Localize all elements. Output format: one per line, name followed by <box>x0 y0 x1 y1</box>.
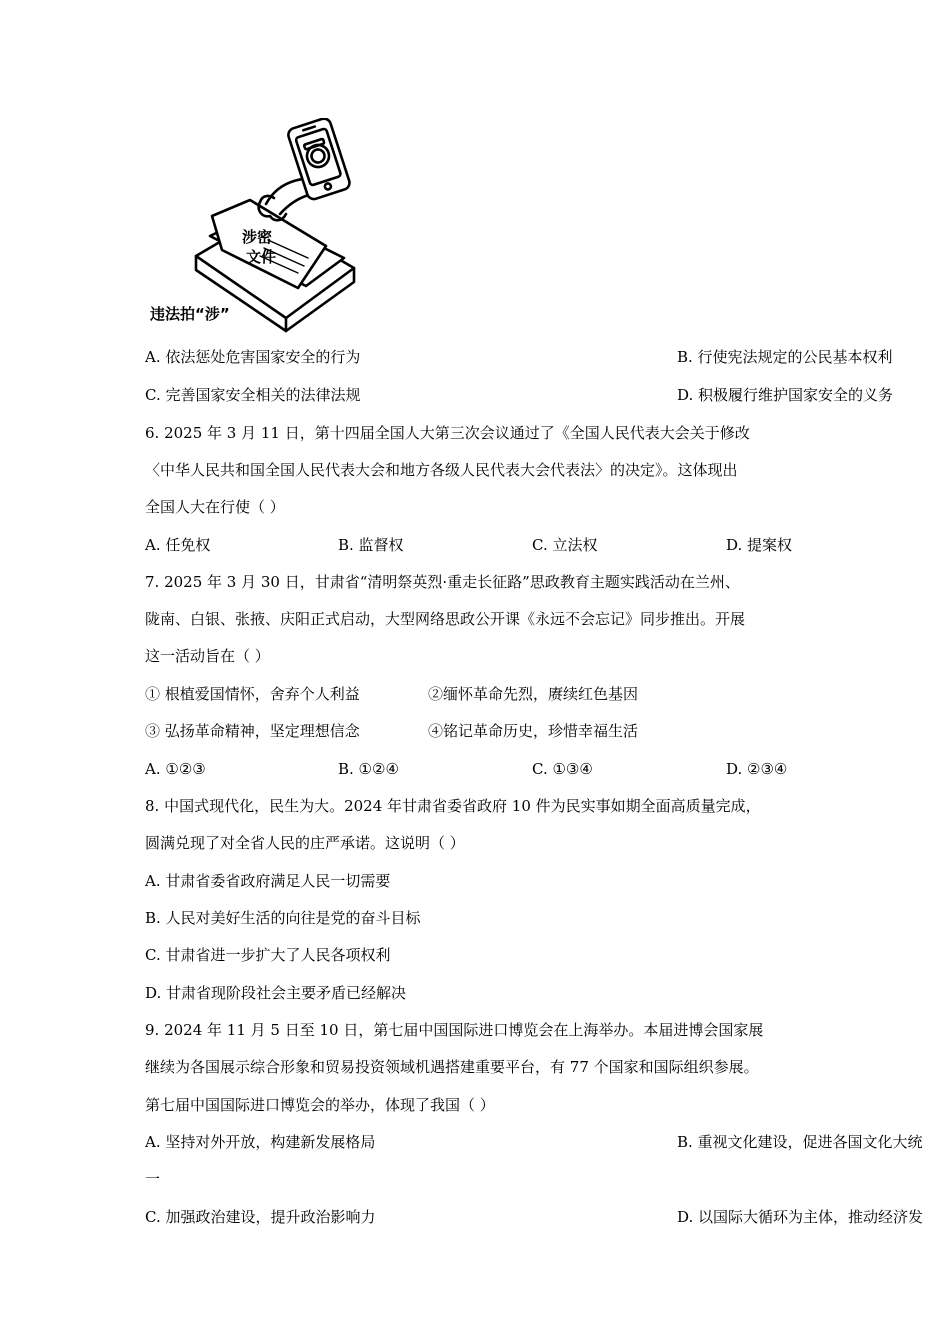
q7-option-d: D. ②③④ <box>726 760 788 778</box>
q7-stem-line1: 7. 2025 年 3 月 30 日，甘肃省“清明祭英烈·重走长征路”思政教育主题实践活动在兰州、 <box>145 573 740 591</box>
q8-option-d: D. 甘肃省现阶段社会主要矛盾已经解决 <box>145 984 407 1002</box>
q5-options-row1 <box>145 346 893 368</box>
q8-option-b: B. 人民对美好生活的向往是党的奋斗目标 <box>145 909 421 927</box>
q7-option-b: B. ①②④ <box>338 760 399 778</box>
q8-option-c: C. 甘肃省进一步扩大了人民各项权利 <box>145 946 391 964</box>
q9-option-b-continued: 一 <box>145 1170 161 1188</box>
q5-options-row2 <box>145 384 894 406</box>
doc-label-line2: 文件 <box>246 248 277 266</box>
q7-option-a: A. ①②③ <box>145 760 206 778</box>
q7-option-c: C. ①③④ <box>532 760 593 778</box>
q6-option-b: B. 监督权 <box>338 536 404 554</box>
q6-option-c: C. 立法权 <box>532 536 598 554</box>
q7-statement-1: ① 根植爱国情怀，舍弃个人利益 <box>145 685 360 703</box>
doc-label-line1: 涉密 <box>242 228 273 246</box>
q9-options-row2 <box>145 1206 924 1228</box>
q6-stem-line2: 〈中华人民共和国全国人民代表大会和地方各级人民代表大会代表法〉的决定》。这体现出 <box>145 461 738 479</box>
q6-stem-line3: 全国人大在行使（ ） <box>145 498 285 516</box>
q9-option-b: B. 重视文化建设，促进各国文化大统 <box>677 1133 923 1151</box>
q7-statement-4: ④铭记革命历史，珍惜幸福生活 <box>428 722 639 740</box>
q7-statements-row2 <box>145 720 639 742</box>
q7-stem-line3: 这一活动旨在（ ） <box>145 647 270 665</box>
q8-option-a: A. 甘肃省委省政府满足人民一切需要 <box>145 872 391 890</box>
q7-stem-line2: 陇南、白银、张掖、庆阳正式启动，大型网络思政公开课《永远不会忘记》同步推出。开展 <box>145 610 746 628</box>
q6-option-a: A. 任免权 <box>145 536 211 554</box>
q7-statement-3: ③ 弘扬革命精神，坚定理想信念 <box>145 722 360 740</box>
q8-stem-line2: 圆满兑现了对全省人民的庄严承诺。这说明（ ） <box>145 834 465 852</box>
figure-caption: 违法拍“涉” <box>150 305 230 323</box>
q9-option-d: D. 以国际大循环为主体，推动经济发 <box>677 1208 924 1226</box>
q6-option-d: D. 提案权 <box>726 536 793 554</box>
q9-option-c: C. 加强政治建设，提升政治影响力 <box>145 1208 376 1226</box>
q6-stem-line1: 6. 2025 年 3 月 11 日，第十四届全国人大第三次会议通过了《全国人民代表大会关于修改 <box>145 424 750 442</box>
q7-statement-2: ②缅怀革命先烈，赓续红色基因 <box>428 685 639 703</box>
q9-stem-line1: 9. 2024 年 11 月 5 日至 10 日，第七届中国国际进口博览会在上海举办。本届进博会国家展 <box>145 1021 764 1039</box>
q5-option-b: B. 行使宪法规定的公民基本权利 <box>677 348 893 366</box>
q7-statements-row1 <box>145 683 639 705</box>
q5-option-d: D. 积极履行维护国家安全的义务 <box>677 386 894 404</box>
q9-stem-line2: 继续为各国展示综合形象和贸易投资领域机遇搭建重要平台，有 77 个国家和国际组织参展。 <box>145 1058 759 1076</box>
q5-option-c: C. 完善国家安全相关的法律法规 <box>145 386 361 404</box>
illustration-secret-document <box>148 118 368 333</box>
q9-stem-line3: 第七届中国国际进口博览会的举办，体现了我国（ ） <box>145 1096 495 1114</box>
q6-options <box>145 534 793 556</box>
q9-options-row1 <box>145 1131 923 1153</box>
q8-stem-line1: 8. 中国式现代化，民生为大。2024 年甘肃省委省政府 10 件为民实事如期全面高质量完成， <box>145 797 761 815</box>
q7-options <box>145 758 788 780</box>
q5-option-a: A. 依法惩处危害国家安全的行为 <box>145 348 361 366</box>
q9-option-a: A. 坚持对外开放，构建新发展格局 <box>145 1133 376 1151</box>
